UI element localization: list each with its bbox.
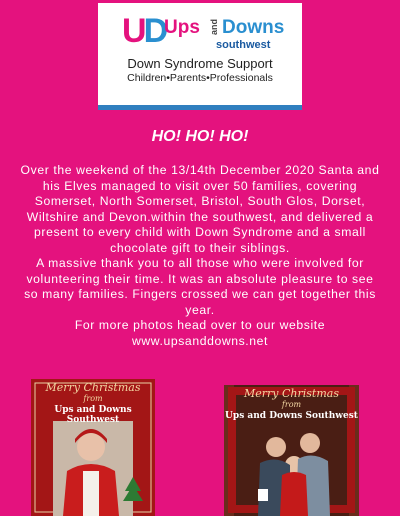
logo-underline xyxy=(98,105,302,110)
photo-child-santa-frame xyxy=(31,379,155,516)
photo-left-from: from xyxy=(83,394,103,403)
paragraph-photos: For more photos head over to our website xyxy=(74,318,326,332)
logo-and-word: and xyxy=(209,19,219,36)
logo-region: southwest xyxy=(216,39,271,51)
logo-ups-word: Ups xyxy=(164,17,200,38)
photo-family-frame xyxy=(224,385,359,516)
photo-right-merry: Merry Christmas xyxy=(244,387,339,400)
website-link[interactable]: www.upsanddowns.net xyxy=(131,333,269,348)
paragraph-visit: Over the weekend of the 13/14th December 2020 Santa and his Elves managed to visit over 50 families, covering Somerset, North Somerset, Bristol, South Glos, Dorset, Wiltshire and Devon.within the southwest, and delivered a present to every child with Down Syndrome and a small chocolate gift to their siblings. xyxy=(20,163,380,255)
page-headline: HO! HO! HO! xyxy=(151,128,249,145)
logo-tagline: Children•Parents•Professionals xyxy=(127,72,273,84)
logo-card xyxy=(98,3,302,110)
photo-left-merry: Merry Christmas xyxy=(45,381,141,394)
photo-right-from: from xyxy=(281,400,302,409)
logo-support-line: Down Syndrome Support xyxy=(127,56,273,71)
logo-downs-word: Downs xyxy=(222,17,285,38)
paragraph-thanks: A massive thank you to all those who were involved for volunteering their time. It was an absolute pleasure to see so many families. Fingers crossed we can get together this year. xyxy=(24,256,376,317)
announcement-text xyxy=(20,163,380,349)
ud-logo-mark: UD xyxy=(122,12,166,50)
photo-right-org: Ups and Downs Southwest xyxy=(225,411,358,421)
photo-left-org: Ups and Downs Southwest xyxy=(54,405,132,425)
